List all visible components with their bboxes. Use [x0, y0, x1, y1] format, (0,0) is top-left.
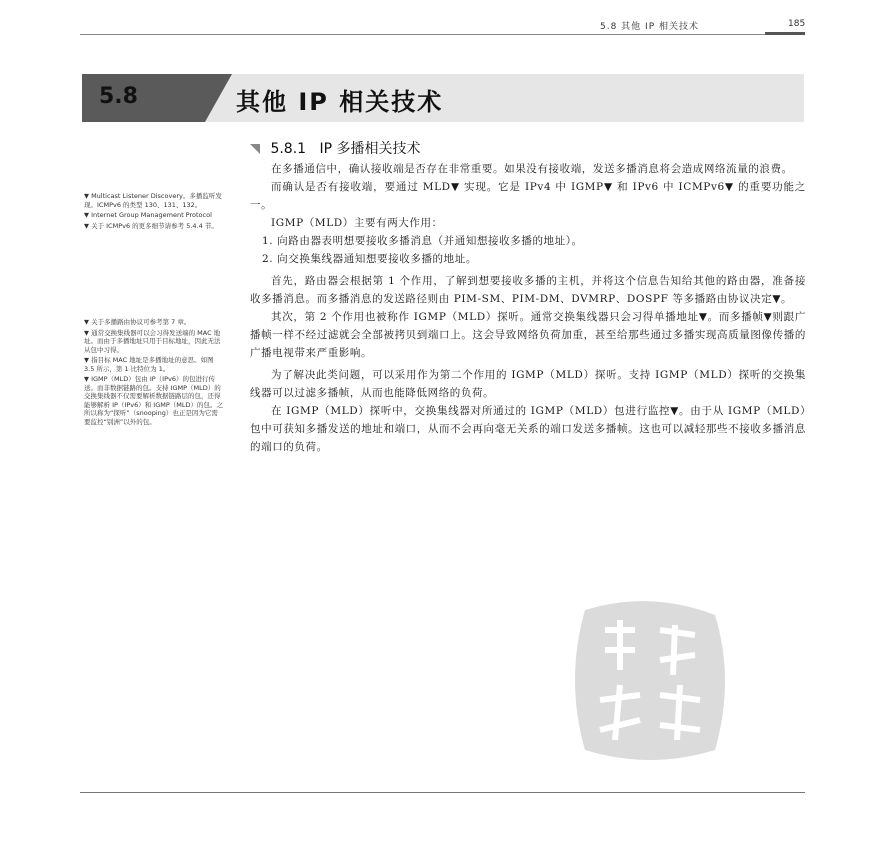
margin-note: ▼ 指目标 MAC 地址是多播地址的意思。如图 3.5 所示，第 1 比特位为 1。	[84, 356, 214, 373]
margin-note: ▼ 关于多播路由协议可参考第 7 章。	[84, 318, 191, 326]
margin-note: ▼ Multicast Listener Discovery。多播监听发现。ICMPv6 的类型 130、131、132。	[84, 192, 222, 209]
margin-notes-bottom	[84, 318, 224, 428]
paragraph: IGMP（MLD）主要有两大作用：	[271, 217, 443, 229]
margin-notes-top	[84, 192, 224, 232]
paragraph: 在多播通信中，确认接收端是否存在非常重要。如果没有接收端，发送多播消息将会造成网络流量的浪费。	[271, 163, 793, 175]
header-rule-accent	[765, 32, 805, 35]
triangle-marker-icon	[250, 144, 260, 154]
list-item: 2. 向交换集线器通知想要接收多播的地址。	[262, 253, 477, 265]
margin-note: ▼ 关于 ICMPv6 的更多细节请参考 5.4.4 节。	[84, 221, 218, 230]
section-number: 5.8	[99, 84, 138, 109]
paragraph: 在 IGMP（MLD）探听中，交换集线器对所通过的 IGMP（MLD）包进行监控▼。由于从 IGMP（MLD）包中可获知多播发送的地址和端口，从而不会再向毫无关系的端口发送多播帧。这也可以减轻那些不接收多播消息的端口的负荷。	[250, 405, 806, 453]
paragraph: 而确认是否有接收端，要通过 MLD▼ 实现。它是 IPv4 中 IGMP▼ 和 IPv6 中 ICMPv6▼ 的重要功能之一。	[250, 181, 806, 211]
footer-rule	[80, 792, 805, 793]
paragraph: 首先，路由器会根据第 1 个作用，了解到想要接收多播的主机，并将这个信息告知给其他的路由器，准备接收多播消息。而多播消息的发送路径则由 PIM-SM、PIM-DM、DVMRP、DOSPF 等多播路由协议决定▼。	[250, 275, 806, 305]
margin-note: ▼ Internet Group Management Protocol	[84, 211, 212, 219]
watermark-seal	[565, 590, 735, 770]
running-header-title: 5.8 其他 IP 相关技术	[600, 22, 699, 32]
subsection-heading	[250, 138, 420, 158]
body-text	[250, 160, 806, 456]
paragraph: 为了解决此类问题，可以采用作为第二个作用的 IGMP（MLD）探听。支持 IGMP（MLD）探听的交换集线器可以过滤多播帧，从而也能降低网络的负荷。	[250, 369, 806, 399]
header-rule	[80, 34, 805, 35]
section-title: 其他 IP 相关技术	[236, 88, 444, 116]
subsection-number: 5.8.1	[270, 141, 307, 157]
paragraph: 其次，第 2 个作用也被称作 IGMP（MLD）探听。通常交换集线器只会习得单播地址▼。而多播帧▼则跟广播帧一样不经过滤就会全部被拷贝到端口上。这会导致网络负荷加重，甚至给那些通过多播实现高质量图像传播的广播电视带来严重影响。	[250, 311, 806, 359]
list-item: 1. 向路由器表明想要接收多播消息（并通知想接收多播的地址）。	[262, 235, 583, 247]
subsection-title: IP 多播相关技术	[319, 141, 421, 157]
margin-note: ▼ 通常交换集线器可以会习得发送端的 MAC 地址。而由于多播地址只用于目标地址，因此无法从包中习得。	[84, 328, 221, 354]
page-number: 185	[788, 19, 806, 29]
margin-note: ▼ IGMP（MLD）包由 IP（IPv6）的包进行传送。而非数据链路的包。支持 IGMP（MLD）的交换集线器不仅需要解析数据链路层的包，还得能够解析 IP（IPv6）和 IGMP（MLD）的包。之所以称为“探听”（snooping）也正是因为它需要监控“别洲”以外的包。	[84, 375, 224, 426]
